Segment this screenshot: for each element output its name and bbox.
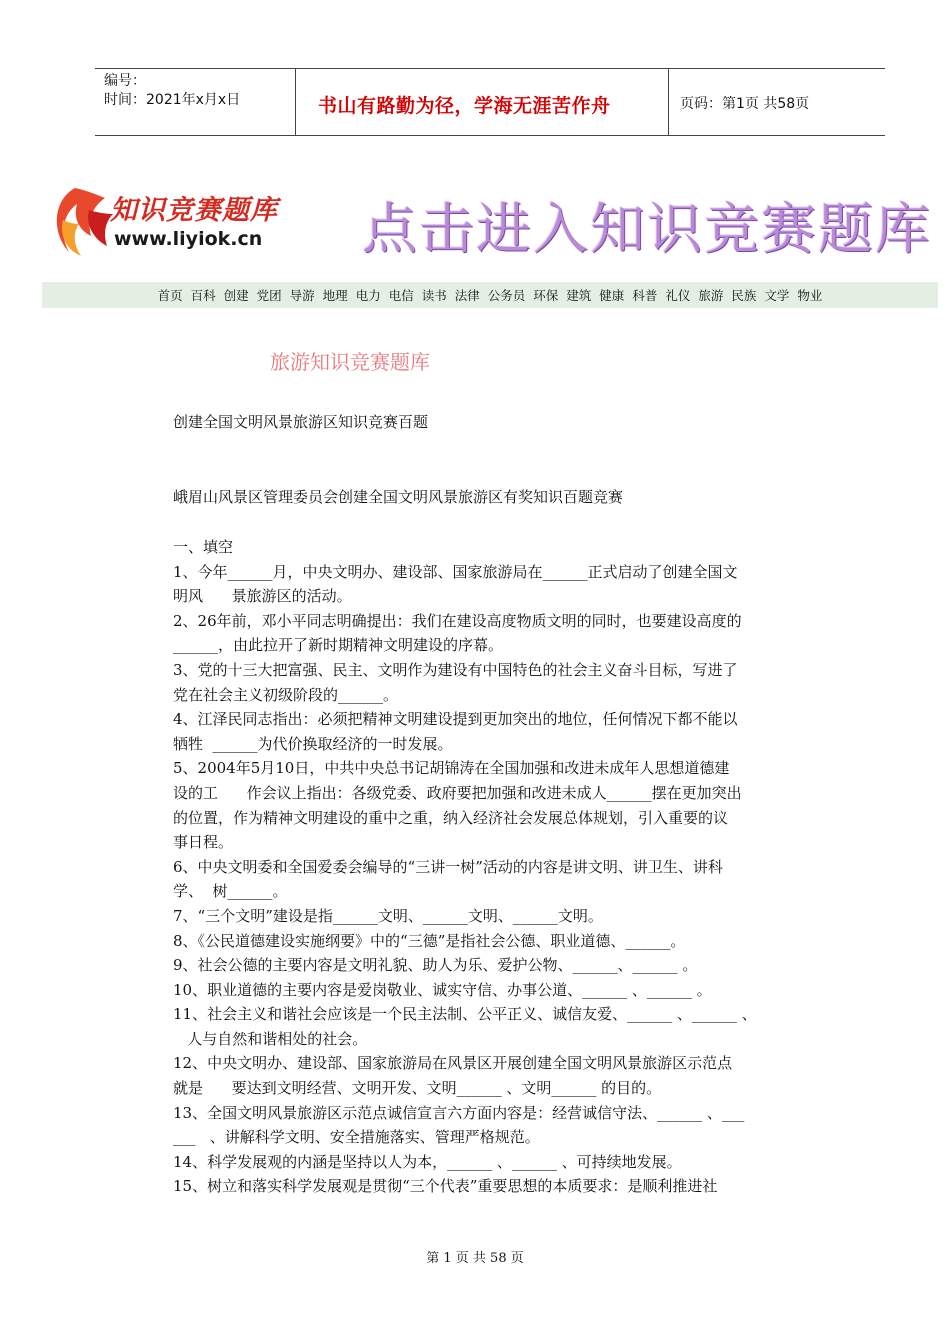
header-meta [104, 72, 240, 110]
page-footer: 第 1 页 共 58 页 [426, 1251, 524, 1266]
nav-item[interactable]: 民族 [731, 288, 757, 303]
body-line: 的位置，作为精神文明建设的重中之重，纳入经济社会发展总体规划，引入重要的议 [173, 808, 729, 827]
nav-item[interactable]: 电信 [388, 288, 414, 303]
body-line: 10、职业道德的主要内容是爱岗敬业、诚实守信、办事公道、______ 、______ 。 [173, 980, 712, 999]
nav-item[interactable]: 建筑 [566, 288, 592, 303]
body-line: 9、社会公德的主要内容是文明礼貌、助人为乐、爱护公物、______、______ 。 [173, 956, 698, 975]
body-line: 13、全国文明风景旅游区示范点诚信宣言六方面内容是：经营诚信守法、______ 、___ [173, 1103, 745, 1122]
nav-item[interactable]: 文学 [764, 288, 790, 303]
body-line: 7、“三个文明”建设是指______文明、______文明、______文明。 [173, 906, 603, 925]
nav-item[interactable]: 公务员 [487, 288, 526, 303]
nav-item[interactable]: 旅游 [698, 288, 724, 303]
nav-item[interactable]: 读书 [421, 288, 447, 303]
body-line: 6、中央文明委和全国爱委会编导的“三讲一树”活动的内容是讲文明、讲卫生、讲科 [173, 857, 723, 876]
body-line: 学、 树______。 [173, 882, 288, 901]
nav-item[interactable]: 科普 [632, 288, 658, 303]
body-line: 1、今年______月，中央文明办、建设部、国家旅游局在______正式启动了创建全国文 [173, 562, 738, 581]
body-line: 11、社会主义和谐社会应该是一个民主法制、公平正义、诚信友爱、______ 、______ 、 [173, 1005, 757, 1024]
category-nav [42, 282, 938, 308]
body-line: 8、《公民道德建设实施纲要》中的“三德”是指社会公德、职业道德、______。 [173, 931, 686, 950]
nav-item[interactable]: 法律 [454, 288, 480, 303]
nav-item[interactable]: 百科 [190, 288, 216, 303]
body-line: 党在社会主义初级阶段的______。 [173, 685, 399, 704]
body-line: ___ 、讲解科学文明、安全措施落实、管理严格规范。 [173, 1128, 540, 1147]
document-subtitle: 峨眉山风景区管理委员会创建全国文明风景旅游区有奖知识百题竞赛 [173, 488, 624, 506]
header-bottom-rule [95, 135, 885, 136]
body-line: 15、树立和落实科学发展观是贯彻“三个代表”重要思想的本质要求：是顺利推进社 [173, 1177, 718, 1196]
body-line: 就是 要达到文明经营、文明开发、文明______ 、文明______ 的目的。 [173, 1079, 662, 1098]
body-line: 5、2004年5月10日，中共中央总书记胡锦涛在全国加强和改进未成年人思想道德建 [173, 759, 730, 778]
flame-emblem-icon [57, 188, 113, 256]
body-line: ______，由此拉开了新时期精神文明建设的序幕。 [173, 636, 504, 655]
body-line: 设的工 作会议上指出：各级党委、政府要把加强和改进未成人______摆在更加突出 [173, 783, 742, 802]
body-line: 2、26年前，邓小平同志明确提出：我们在建设高度物质文明的同时，也要建设高度的 [173, 611, 742, 630]
nav-item[interactable]: 党团 [256, 288, 282, 303]
header-page-info: 页码：第1页 共58页 [680, 96, 810, 112]
nav-item[interactable]: 创建 [223, 288, 249, 303]
section-title-link[interactable]: 旅游知识竞赛题库 [270, 350, 430, 374]
nav-item[interactable]: 礼仪 [665, 288, 691, 303]
header-divider [295, 68, 296, 135]
enter-quiz-banner-link[interactable]: 点击进入知识竞赛题库 [362, 197, 933, 261]
body-line: 牺牲 ______为代价换取经济的一时发展。 [173, 734, 453, 753]
document-title: 创建全国文明风景旅游区知识竞赛百题 [173, 413, 429, 431]
nav-item[interactable]: 环保 [533, 288, 559, 303]
header-divider [668, 68, 669, 135]
body-line: 12、中央文明办、建设部、国家旅游局在风景区开展创建全国文明风景旅游区示范点 [173, 1054, 733, 1073]
nav-item[interactable]: 地理 [322, 288, 348, 303]
header-motto: 书山有路勤为径，学海无涯苦作舟 [318, 95, 611, 117]
nav-item[interactable]: 物业 [797, 288, 823, 303]
logo-url[interactable]: www.liyiok.cn [114, 228, 263, 250]
body-line: 一、填空 [173, 538, 234, 556]
body-line: 14、科学发展观的内涵是坚持以人为本，______ 、______ 、可持续地发展。 [173, 1152, 682, 1171]
serial-label: 编号： [104, 73, 146, 89]
body-line: 3、党的十三大把富强、民主、文明作为建设有中国特色的社会主义奋斗目标，写进了 [173, 660, 738, 679]
body-line: 事日程。 [173, 833, 234, 852]
nav-item[interactable]: 电力 [355, 288, 381, 303]
body-line: 明风 景旅游区的活动。 [173, 587, 352, 606]
header-top-rule [95, 68, 885, 69]
logo-name: 知识竞赛题库 [110, 195, 278, 226]
nav-item[interactable]: 首页 [157, 288, 183, 303]
nav-item[interactable]: 导游 [289, 288, 315, 303]
body-line: 人与自然和谐相处的社会。 [173, 1029, 368, 1048]
time-label: 时间：2021年x月x日 [104, 92, 241, 108]
body-line: 4、江泽民同志指出：必须把精神文明建设提到更加突出的地位，任何情况下都不能以 [173, 710, 738, 729]
nav-item[interactable]: 健康 [599, 288, 625, 303]
question-body [173, 535, 823, 1199]
